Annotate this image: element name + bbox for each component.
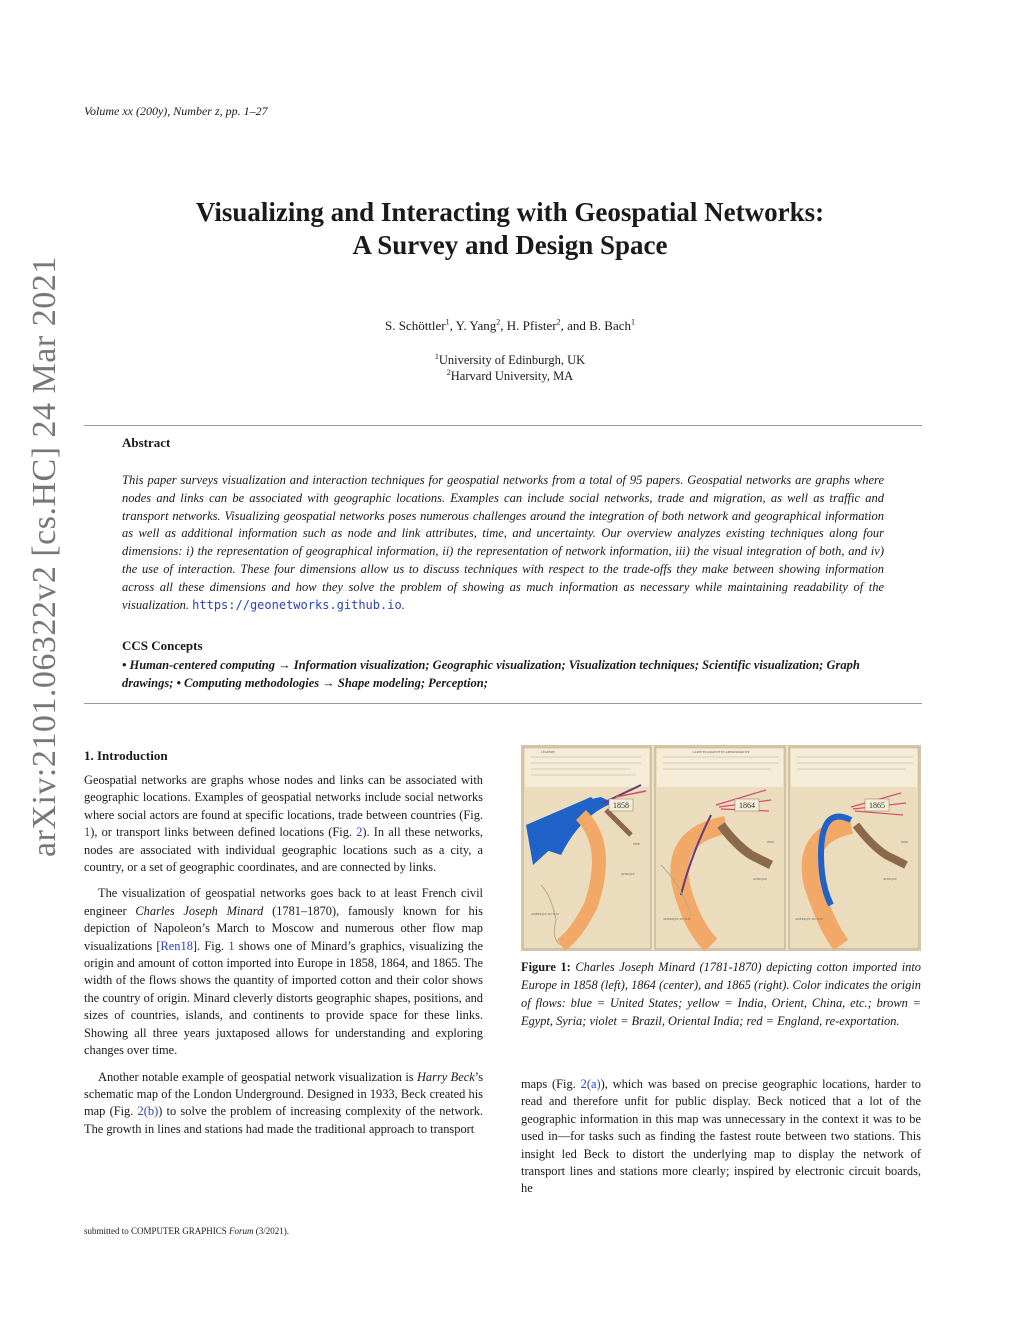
paragraph (84, 1069, 483, 1139)
author-name: Y. Yang (455, 318, 497, 333)
paragraph (84, 772, 483, 876)
author-name: H. Pfister (506, 318, 557, 333)
text-run: Geospatial networks are graphs whose nodes and links can be associated with geographic locations. Examples of geospatial networks include social networks where social actors are found at specific locations, trade between countries (Fig. (84, 773, 483, 822)
map-text: AFRIQUE (621, 872, 635, 876)
abstract-text: This paper surveys visualization and interaction techniques for geospatial networks from a total of 95 papers. Geospatial networks are graphs where nodes and links can be associated with geographic locations. Examples can include social networks, trade and migration, as well as traffic and transport networks. Visualizing geospatial networks poses numerous challenges around the integration of both network and geographical information as well as additional information such as node and link attributes, time, and uncertainty. Our overview analyzes existing techniques along four dimensions: i) the representation of geographical information, ii) the representation of network information, iii) the visual integration of both, and iv) the use of interaction. These four dimensions allow us to discuss techniques with respect to the trade-offs they make between showing information across all these dimensions and how they solve the problem of showing as much information as necessary while maintaining readability of the visualization. (122, 473, 884, 612)
paragraph (84, 885, 483, 1059)
abstract-url-suffix: . (401, 597, 405, 612)
bottom-divider (84, 703, 922, 704)
figure-ref-link[interactable]: 2(b) (137, 1104, 159, 1119)
affiliation-line (120, 352, 900, 368)
affiliation-name: Harvard University, MA (450, 369, 574, 383)
map-text: AFRIQUE (753, 877, 767, 881)
figure-ref-link[interactable]: 2 (356, 825, 363, 840)
text-run: ), which was based on precise geographic locations, harder to read and therefore unfit for public display. Beck noticed that a lot of the geographic information in this map was unnecessary in the context it was to be used in—for tasks such as finding the fastest route between two stations. This insight led Beck to distort the underlying map to display the network of transport lines and stations more clearly; inspired by electronic circuit boards, he (521, 1077, 921, 1196)
title-line-1: Visualizing and Interacting with Geospatial Networks: (195, 197, 825, 227)
affiliation-line (120, 368, 900, 384)
figure-ref-link[interactable]: 1 (84, 825, 91, 840)
map-text: AMÉRIQUE DU SUD (795, 917, 823, 921)
ccs-concepts: • Human-centered computing → Information visualization; Geographic visualization; Visualization techniques; Scientific visualization; Graph drawings; • Computing methodologies → Shape modeling; Perception; (122, 658, 860, 690)
year-label-1858: 1858 (613, 801, 629, 810)
text-run: ]. Fig. (192, 938, 229, 953)
paragraph (521, 1076, 921, 1198)
text-run: The visualization of geospatial networks goes back to at least French civil engineer (84, 886, 483, 918)
figure-ref-link[interactable]: 1 (228, 938, 235, 953)
text-run: ), or transport links between defined locations (Fig. (90, 825, 357, 840)
text-run: submitted to COMPUTER GRAPHICS (84, 1226, 230, 1236)
affiliation-number: 2 (446, 367, 451, 377)
minard-figure (521, 745, 921, 951)
citation-link[interactable]: Ren18 (160, 938, 193, 953)
text-run: ). In all these networks, nodes are associated with individual geographic locations such as a city, a country, or a set of geographic coordinates, and are connected by links. (84, 825, 483, 875)
section-heading: 1. Introduction (84, 748, 168, 763)
author-affiliation-mark: 2 (496, 317, 501, 327)
map-text: INDE (767, 840, 775, 844)
page-footer (84, 1226, 289, 1236)
text-run: (1781–1870), famously known for his depiction of Napoleon’s March to Moscow and numerous other flow map visualizations [ (84, 903, 483, 953)
top-divider (84, 425, 922, 426)
caption-text: Charles Joseph Minard (1781-1870) depicting cotton imported into Europe in 1858 (left), 1864 (center), and 1865 (right). Color indicates the origin of flows: blue = United States; yellow = India, Orient, China, etc.; brown = Egypt, Syria; violet = Brazil, Oriental India; red = England, re-exportation. (521, 960, 921, 1028)
author-separator: , and (560, 318, 590, 333)
author-name: B. Bach (589, 318, 632, 333)
author-name: S. Schöttler (384, 318, 446, 333)
author-separator: , (449, 318, 456, 333)
caption-label: Figure 1: (521, 960, 571, 974)
author-list (120, 318, 900, 334)
person-name: Harry Beck (416, 1069, 475, 1084)
map-text: AFRIQUE (883, 877, 897, 881)
figure-ref-link[interactable]: 2(a) (580, 1077, 601, 1091)
left-column (84, 772, 483, 1147)
text-run: maps (Fig. (521, 1077, 581, 1091)
affiliation-number: 1 (434, 351, 439, 361)
right-column (521, 1076, 921, 1207)
map-text: INDE (633, 842, 641, 846)
text-run: (3/2021). (253, 1226, 290, 1236)
text-run: ’s schematic map of the London Underground. Designed in 1933, Beck created his map (Fig. (84, 1069, 484, 1119)
map-text: AMÉRIQUE DU SUD (663, 917, 691, 921)
paper-title (120, 196, 900, 262)
project-url-link[interactable]: https://geonetworks.github.io (192, 597, 402, 612)
author-affiliation-mark: 1 (445, 317, 450, 327)
author-affiliation-mark: 2 (556, 317, 561, 327)
author-separator: , (500, 318, 507, 333)
footer-journal: Forum (229, 1226, 254, 1236)
arxiv-side-stamp: arXiv:2101.06322v2 [cs.HC] 24 Mar 2021 (26, 256, 63, 857)
figure-caption (521, 958, 921, 1030)
panel-1858 (523, 747, 651, 949)
affiliations (120, 352, 900, 384)
affiliation-name: University of Edinburgh, UK (438, 353, 586, 367)
title-line-2: A Survey and Design Space (352, 230, 668, 260)
text-run: Another notable example of geospatial network visualization is (98, 1069, 417, 1084)
map-text: CARTE FIGURATIVE ET APPROXIMATIVE (692, 750, 750, 754)
year-label-1864: 1864 (739, 801, 755, 810)
map-text: INDE (901, 840, 909, 844)
ccs-heading: CCS Concepts (122, 638, 203, 653)
year-label-1865: 1865 (869, 801, 885, 810)
text-run: shows one of Minard’s graphics, visualizing the origin and amount of cotton imported into Europe in 1858, 1864, and 1865. The width of the flows shows the quantity of imported cotton and their color shows the country of origin. Minard cleverly distorts geographic shapes, positions, and sizes of countries, islands, and continents to provide space for these links. Showing all three years juxtaposed allows for understanding and exploring changes over time. (84, 938, 484, 1058)
abstract-heading: Abstract (122, 435, 171, 450)
author-affiliation-mark: 1 (631, 317, 636, 327)
map-text: AMÉRIQUE DU SUD (531, 912, 559, 916)
text-run: ) to solve the problem of increasing complexity of the network. The growth in lines and stations had made the traditional approach to transport (84, 1104, 483, 1136)
map-text: LÉGENDE (541, 750, 555, 754)
journal-header: Volume xx (200y), Number z, pp. 1–27 (84, 104, 268, 118)
person-name: Charles Joseph Minard (135, 903, 264, 918)
abstract-body (122, 472, 884, 614)
